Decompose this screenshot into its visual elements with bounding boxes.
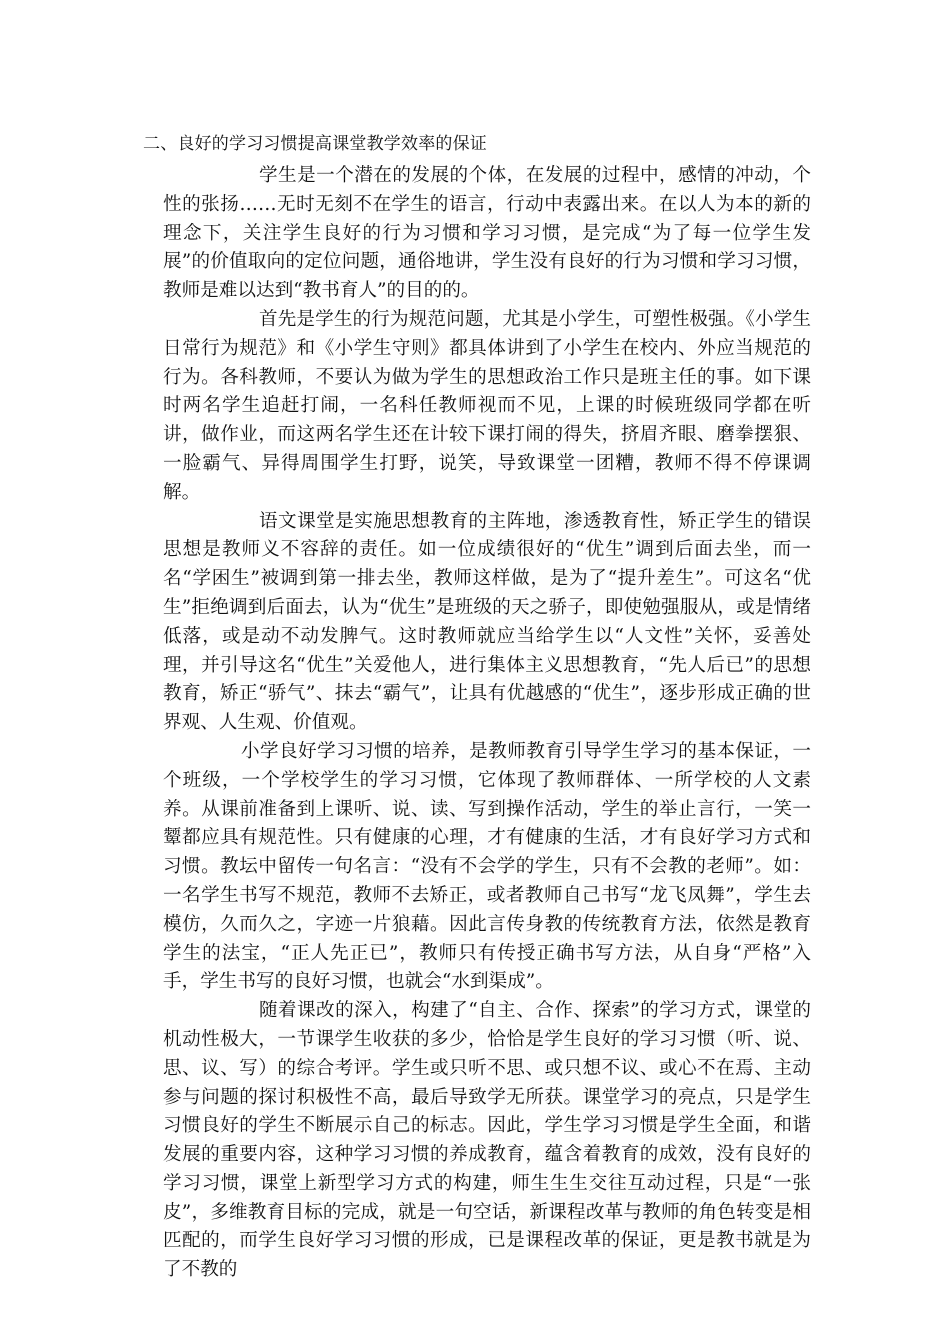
body-text — [163, 162, 811, 1285]
paragraph-behavior-norms: 首先是学生的行为规范问题，尤其是小学生，可塑性极强。《小学生日常行为规范》和《小学生守则》都具体讲到了小学生在校内、外应当规范的行为。各科教师，不要认为做为学生的思想政治工作只是班主任的事。如下课时两名学生追赶打闹，一名科任教师视而不见，上课的时候班级同学都在听讲，做作业，而这两名学生还在计较下课打闹的得失，挤眉齐眼、磨拳摆狠、一脸霸气、异得周围学生打野，说笑，导致课堂一团糟，教师不得不停课调解。 — [163, 308, 811, 503]
section-heading: 二、良好的学习习惯提高课堂教学效率的保证 — [143, 134, 487, 154]
paragraph-curriculum-reform: 随着课改的深入，构建了“自主、合作、探索”的学习方式，课堂的机动性极大，一节课学生收获的多少，恰恰是学生良好的学习习惯（听、说、思、议、写）的综合考评。学生或只听不思、或只想不议、或心不在焉、主动参与问题的探讨积极性不高，最后导致学无所获。课堂学习的亮点，只是学生习惯良好的学生不断展示自己的标志。因此，学生学习习惯是学生全面，和谐发展的重要内容，这种学习习惯的养成教育，蕴含着教育的成效，没有良好的学习习惯，课堂上新型学习方式的构建，师生生生交往互动过程，只是“一张皮”，多维教育目标的完成，就是一句空话，新课程改革与教师的角色转变是相匹配的，而学生良好学习习惯的形成，已是课程改革的保证，更是教书就是为了不教的 — [163, 1000, 811, 1281]
paragraph-chinese-classroom: 语文课堂是实施思想教育的主阵地，渗透教育性，矫正学生的错误思想是教师义不容辞的责任。如一位成绩很好的“优生”调到后面去坐，而一名“学困生”被调到第一排去坐，教师这样做，是为了“提升差生”。可这名“优生”拒绝调到后面去，认为“优生”是班级的天之骄子，即使勉强服从，或是情绪低落，或是动不动发脾气。这时教师就应当给学生以“人文性”关怀，妥善处理，并引导这名“优生”关爱他人，进行集体主义思想教育，“先人后已”的思想教育，矫正“骄气”、抹去“霸气”，让具有优越感的“优生”，逐步形成正确的世界观、人生观、价值观。 — [163, 510, 811, 734]
paragraph-learning-habits: 小学良好学习习惯的培养，是教师教育引导学生学习的基本保证，一个班级，一个学校学生的学习习惯，它体现了教师群体、一所学校的人文素养。从课前准备到上课听、说、读、写到操作活动，学生的举止言行，一笑一颦都应具有规范性。只有健康的心理，才有健康的生活，才有良好学习方式和习惯。教坛中留传一句名言：“没有不会学的学生，只有不会教的老师”。如：一名学生书写不规范，教师不去矫正，或者教师自己书写“龙飞凤舞”，学生去模仿，久而久之，字迹一片狼藉。因此言传身教的传统教育方法，依然是教育学生的法宝，“正人先正已”，教师只有传授正确书写方法，从自身“严格”入手，学生书写的良好习惯，也就会“水到渠成”。 — [163, 740, 811, 993]
paragraph-behavior-habits: 学生是一个潜在的发展的个体，在发展的过程中，感情的冲动，个性的张扬……无时无刻不在学生的语言，行动中表露出来。在以人为本的新的理念下，关注学生良好的行为习惯和学习习惯，是完成“为了每一位学生发展”的价值取向的定位问题，通俗地讲，学生没有良好的行为习惯和学习习惯，教师是难以达到“教书育人”的目的的。 — [163, 165, 811, 302]
